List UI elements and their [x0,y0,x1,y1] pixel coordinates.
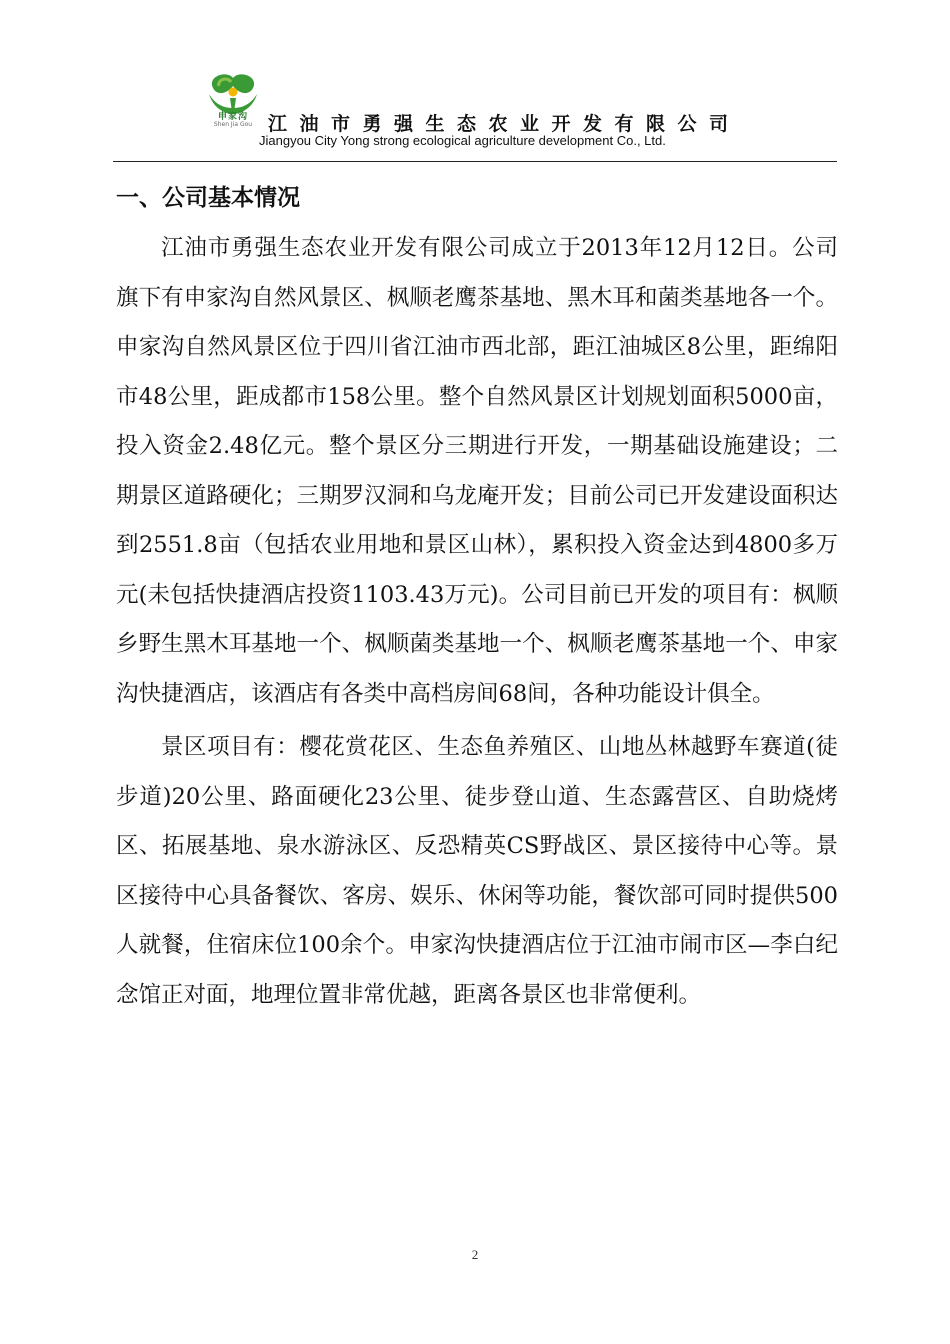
company-name-cn: 江油市勇强生态农业开发有限公司 [268,113,741,135]
logo-caption-en: Shen Jia Gou [213,121,253,128]
paragraph-company-overview: 江油市勇强生态农业开发有限公司成立于2013年12月12日。公司旗下有申家沟自然风景区、枫顺老鹰茶基地、黑木耳和菌类基地各一个。申家沟自然风景区位于四川省江油市西北部，距江油城区8公里，距绵阳市48公里，距成都市158公里。整个自然风景区计划规划面积5000亩，投入资金2.48亿元。整个景区分三期进行开发，一期基础设施建设；二期景区道路硬化；三期罗汉洞和乌龙庵开发；目前公司已开发建设面积达到2551.8亩（包括农业用地和景区山林），累积投入资金达到4800多万元(未包括快捷酒店投资1103.43万元)。公司目前已开发的项目有：枫顺乡野生黑木耳基地一个、枫顺菌类基地一个、枫顺老鹰茶基地一个、申家沟快捷酒店，该酒店有各类中高档房间68间，各种功能设计俱全。 [116,235,838,707]
header-divider [113,161,837,162]
logo-caption-cn: 申家沟 [217,112,248,122]
company-name-en: Jiangyou City Yong strong ecological agriculture development Co., Ltd. [259,133,666,148]
paragraph-scenic-projects: 景区项目有：樱花赏花区、生态鱼养殖区、山地丛林越野车赛道(徒步道)20公里、路面硬化23公里、徒步登山道、生态露营区、自助烧烤区、拓展基地、泉水游泳区、反恐精英CS野战区、景区接待中心等。景区接待中心具备餐饮、客房、娱乐、休闲等功能，餐饮部可同时提供500人就餐，住宿床位100余个。申家沟快捷酒店位于江油市闹市区—李白纪念馆正对面，地理位置非常优越，距离各景区也非常便利。 [116,734,838,1008]
page-header [0,0,950,170]
section-title: 一、公司基本情况 [116,185,300,211]
page-number: 2 [471,1247,479,1262]
document-body [116,176,838,1020]
